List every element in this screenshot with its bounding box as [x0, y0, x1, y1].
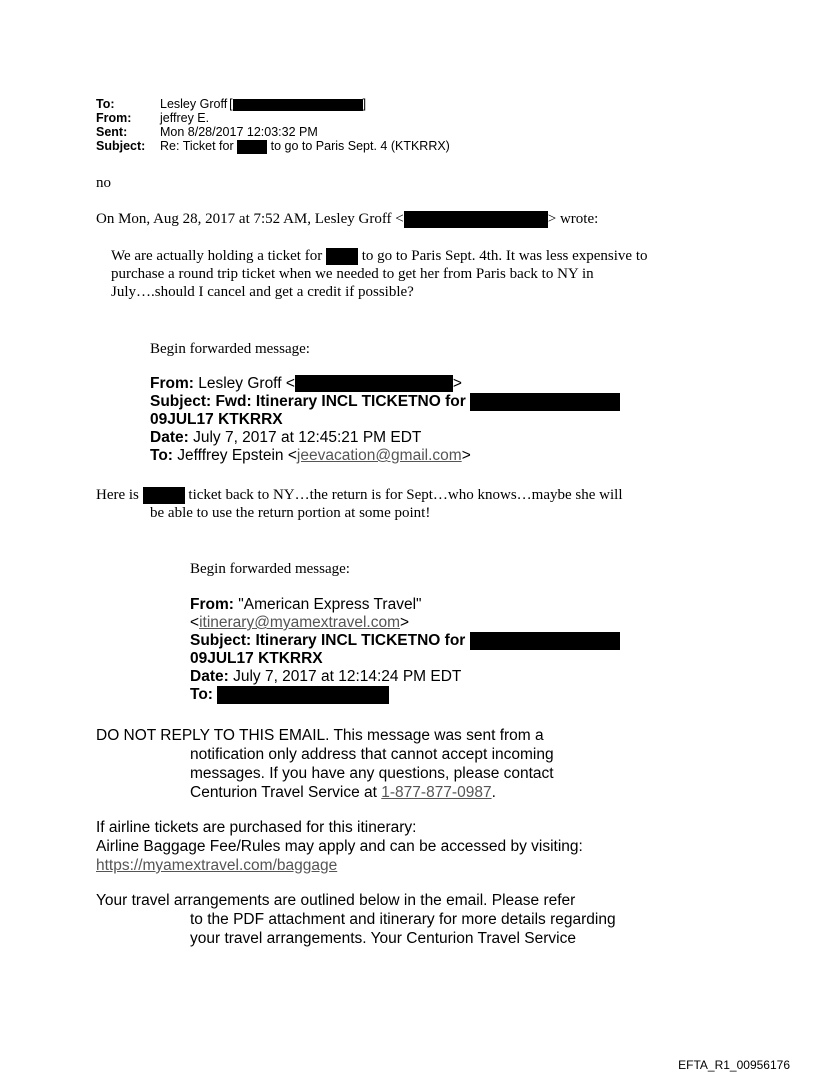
baggage-link[interactable]: https://myamextravel.com/baggage — [96, 857, 338, 874]
to-bracket-open: [ — [229, 97, 233, 111]
sent-value: Mon 8/28/2017 12:03:32 PM — [160, 125, 318, 139]
quote-intro: On Mon, Aug 28, 2017 at 7:52 AM, Lesley Groff < > wrote: — [96, 211, 599, 227]
from-label: From: — [96, 111, 132, 125]
header-sent-row — [96, 125, 450, 139]
to-value: Lesley Groff [ ] — [160, 97, 367, 111]
sent-label: Sent: — [96, 125, 128, 139]
redaction-box — [470, 393, 620, 411]
to-label: To: — [96, 97, 115, 111]
subject-label: Subject: — [96, 139, 146, 153]
redaction-box — [326, 248, 358, 265]
fwd1-headers: From: Lesley Groff < > Subject: Fwd: Itinerary INCL TICKETNO for 09JUL17 KTKRRX Date: July 7, 2017 at 12:45:21 PM EDT To: Jefffrey Epstein <jeevacation@gmail.com> — [150, 375, 620, 465]
redaction-box — [217, 686, 389, 704]
fwd1-to-email-link[interactable]: jeevacation@gmail.com — [296, 447, 462, 465]
redaction-box — [233, 99, 363, 111]
fwd1-begin: Begin forwarded message: — [150, 341, 310, 357]
fwd2-from-email-link[interactable]: itinerary@myamextravel.com — [199, 614, 400, 631]
header-subject-row — [96, 139, 450, 154]
to-bracket-close: ] — [362, 97, 367, 111]
arrangements-paragraph: Your travel arrangements are outlined below in the email. Please refer to the PDF attachment and itinerary for more details regarding your travel arrangements. Your Centurion Travel Service — [96, 892, 616, 947]
email-header — [96, 97, 450, 154]
header-from-row — [96, 111, 450, 125]
redaction-box — [237, 140, 267, 154]
redaction-box — [404, 211, 548, 228]
baggage-paragraph: If airline tickets are purchased for this itinerary: Airline Baggage Fee/Rules may apply and can be accessed by visiting: https://myamextravel.com/baggage — [96, 819, 583, 874]
document-id: EFTA_R1_00956176 — [678, 1058, 790, 1072]
redaction-box — [295, 375, 453, 392]
quote-paragraph: We are actually holding a ticket for to go to Paris Sept. 4th. It was less expensive to purchase a round trip ticket when we needed to get her from Paris back to NY in July….should I cancel and get a credit if possible? — [111, 248, 648, 301]
fwd2-headers: From: "American Express Travel" <itinerary@myamextravel.com> Subject: Itinerary INCL TICKETNO for 09JUL17 KTKRRX Date: July 7, 2017 at 12:14:24 PM EDT To: — [190, 596, 620, 704]
from-value: jeffrey E. — [160, 111, 210, 125]
here-is-paragraph: Here is ticket back to NY…the return is for Sept…who knows…maybe she will be able to use the return portion at some point! — [96, 487, 623, 522]
phone-link[interactable]: 1-877-877-0987 — [381, 784, 492, 801]
subject-value: Re: Ticket for to go to Paris Sept. 4 (KTKRRX) — [160, 139, 450, 153]
header-to-row — [96, 97, 450, 111]
fwd2-begin: Begin forwarded message: — [190, 561, 350, 577]
notice-paragraph: DO NOT REPLY TO THIS EMAIL. This message was sent from a notification only address that cannot accept incoming messages. If you have any questions, please contact Centurion Travel Service at 1-877-877-0987. — [96, 727, 554, 801]
redaction-box — [143, 487, 185, 504]
reply-text: no — [96, 175, 111, 191]
redaction-box — [470, 632, 620, 650]
